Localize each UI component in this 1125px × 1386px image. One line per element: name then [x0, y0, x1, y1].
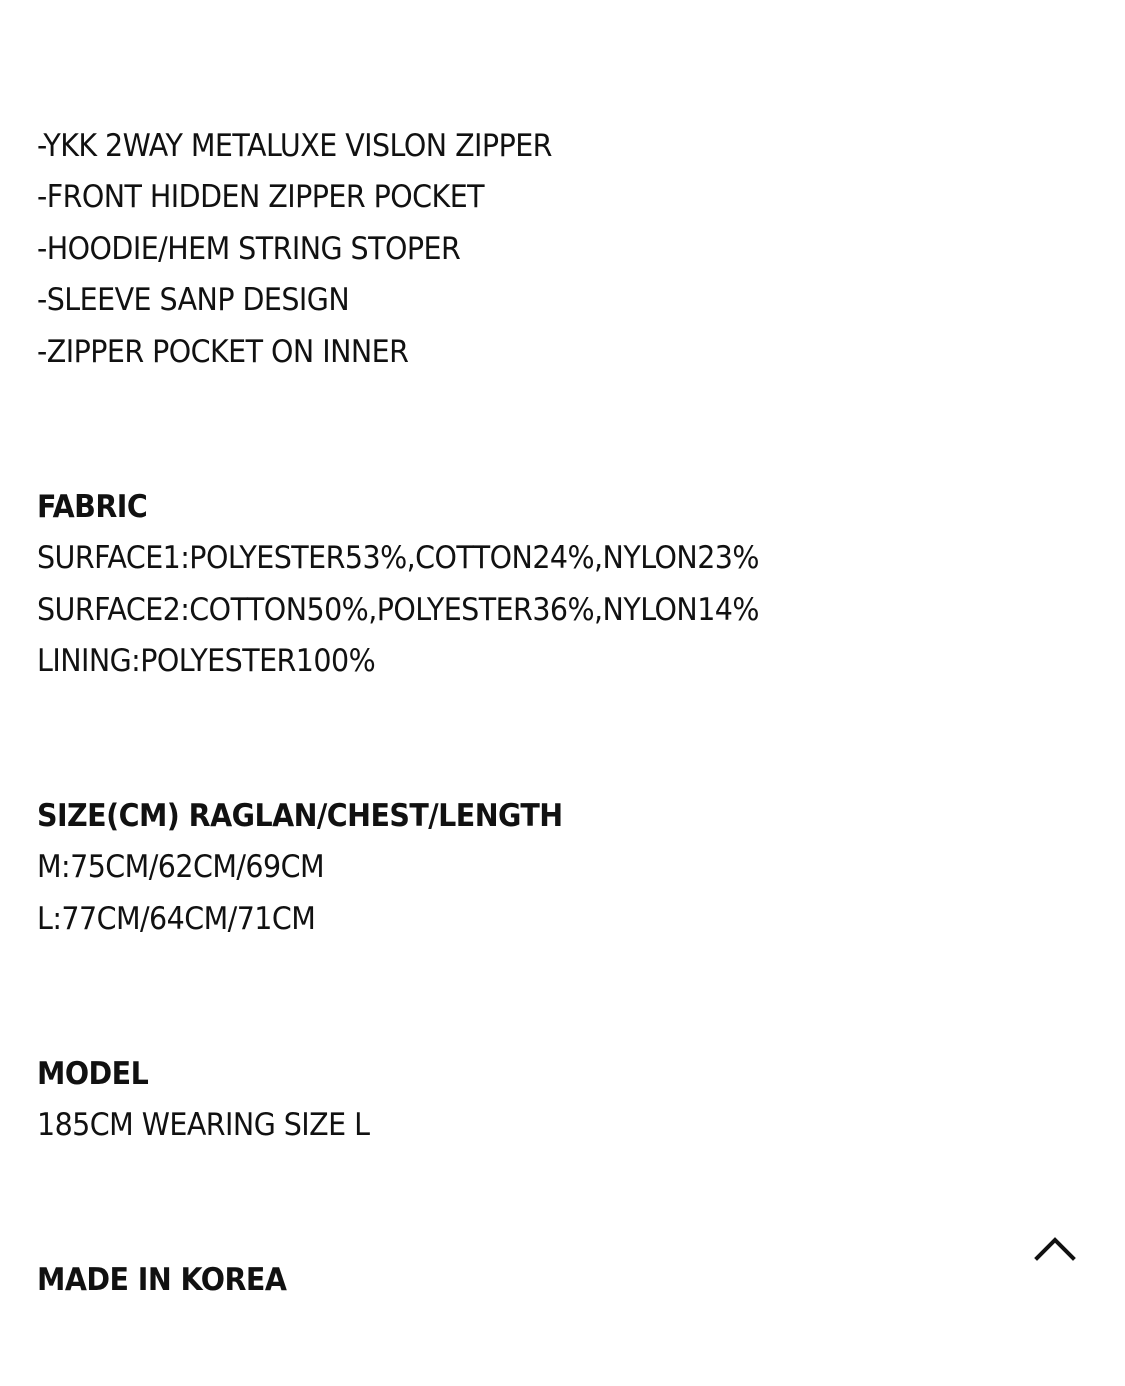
feature-item: -YKK 2WAY METALUXE VISLON ZIPPER: [37, 128, 552, 164]
fabric-line: LINING:POLYESTER100%: [37, 643, 376, 679]
feature-item: -FRONT HIDDEN ZIPPER POCKET: [37, 179, 485, 215]
feature-item: -SLEEVE SANP DESIGN: [37, 282, 350, 318]
fabric-heading: FABRIC: [37, 489, 148, 525]
chevron-up-icon: [1030, 1228, 1080, 1268]
feature-item: -HOODIE/HEM STRING STOPER: [37, 231, 461, 267]
fabric-line: SURFACE1:POLYESTER53%,COTTON24%,NYLON23%: [37, 540, 759, 576]
model-line: 185CM WEARING SIZE L: [37, 1107, 370, 1143]
model-heading: MODEL: [37, 1056, 149, 1092]
size-line: M:75CM/62CM/69CM: [37, 849, 325, 885]
feature-item: -ZIPPER POCKET ON INNER: [37, 334, 409, 370]
scroll-to-top-button[interactable]: [1030, 1228, 1080, 1268]
origin-heading: MADE IN KOREA: [37, 1262, 287, 1298]
size-heading: SIZE(CM) RAGLAN/CHEST/LENGTH: [37, 798, 563, 834]
fabric-line: SURFACE2:COTTON50%,POLYESTER36%,NYLON14%: [37, 592, 759, 628]
size-line: L:77CM/64CM/71CM: [37, 901, 316, 937]
